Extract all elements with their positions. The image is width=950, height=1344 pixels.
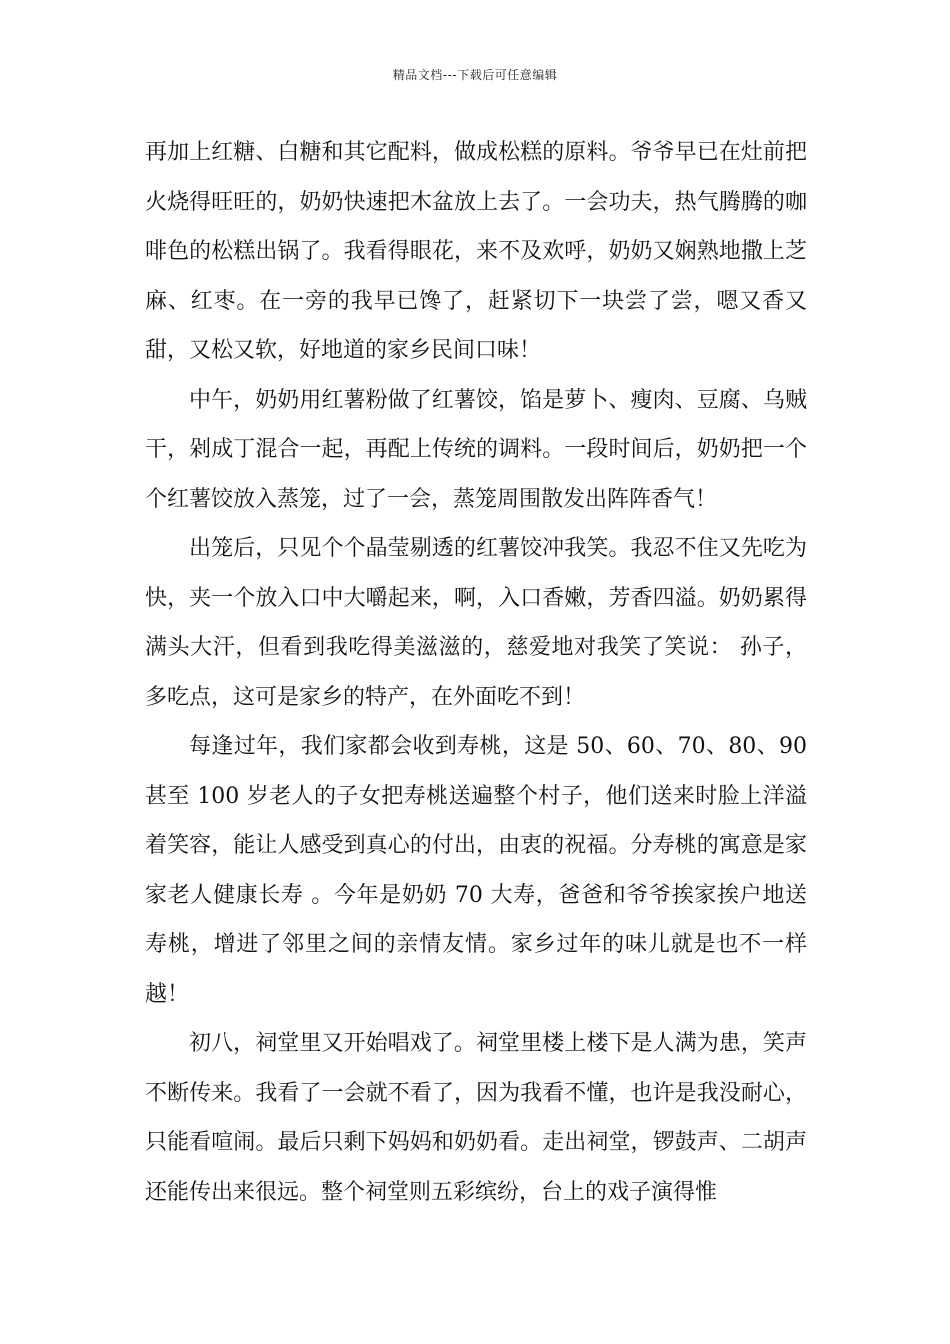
paragraph-1: 再加上红糖、白糖和其它配料，做成松糕的原料。爷爷早已在灶前把火烧得旺旺的，奶奶快速把木盆放上去了。一会功夫，热气腾腾的咖啡色的松糕出锅了。我看得眼花，来不及欢呼，奶奶又娴熟地撒上芝麻、红枣。在一旁的我早已馋了，赶紧切下一块尝了尝，嗯又香又甜，又松又软，好地道的家乡民间口味！ — [145, 140, 807, 363]
paragraph-2: 中午，奶奶用红薯粉做了红薯饺，馅是萝卜、瘦肉、豆腐、乌贼干，剁成丁混合一起，再配上传统的调料。一段时间后，奶奶把一个个红薯饺放入蒸笼，过了一会，蒸笼周围散发出阵阵香气！ — [145, 387, 807, 512]
paragraph-4: 每逢过年，我们家都会收到寿桃，这是 50、60、70、80、90 甚至 100 岁老人的子女把寿桃送遍整个村子，他们送来时脸上洋溢着笑容，能让人感受到真心的付出，由衷的祝福。分寿桃的寓意是家家老人健康长寿 。今年是奶奶 70 大寿，爸爸和爷爷挨家挨户地送寿桃，增进了邻里之间的亲情友情。家乡过年的味儿就是也不一样越！ — [145, 734, 807, 1007]
document-body — [145, 128, 807, 1217]
paragraph-5: 初八，祠堂里又开始唱戏了。祠堂里楼上楼下是人满为患，笑声不断传来。我看了一会就不看了，因为我看不懂，也许是我没耐心，只能看喧闹。最后只剩下妈妈和奶奶看。走出祠堂，锣鼓声、二胡声还能传出来很远。整个祠堂则五彩缤纷，台上的戏子演得惟 — [145, 1031, 807, 1205]
paragraph-3: 出笼后，只见个个晶莹剔透的红薯饺冲我笑。我忍不住又先吃为快，夹一个放入口中大嚼起来，啊，入口香嫩，芳香四溢。奶奶累得满头大汗，但看到我吃得美滋滋的，慈爱地对我笑了笑说： 孙子，多吃点，这可是家乡的特产，在外面吃不到！ — [145, 536, 807, 710]
page-header: 精品文档---下载后可任意编辑 — [392, 68, 558, 82]
